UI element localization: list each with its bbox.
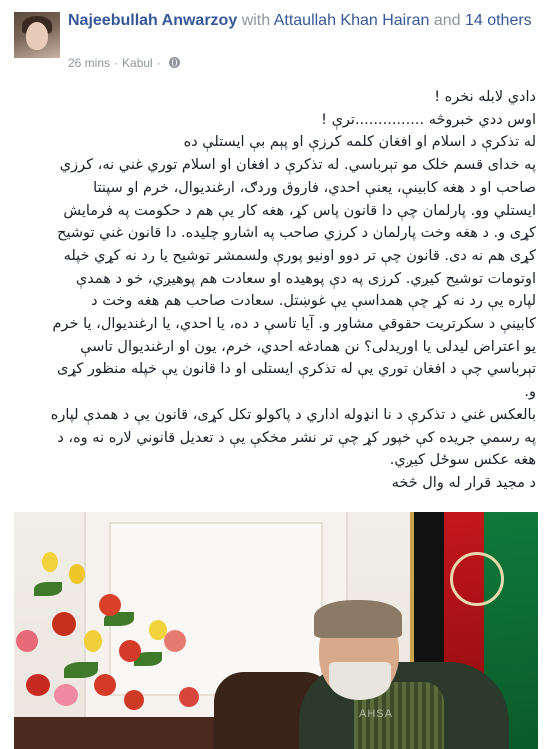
window-frame: [109, 522, 323, 696]
body-line: کابينې د سکرتريت حقوقي مشاور و. آيا تاسې د ده، يا احدي، يا ارغنديوال، يا خرم: [52, 316, 536, 333]
body-line: په رسمي جريده کې خپور کړ چې تر نشر مخکې يې د تعديل قانوني لاره نه وه، د: [57, 429, 536, 446]
flower-red: [119, 640, 141, 662]
body-line: اوس ددي خبروڅه ...............ترې !: [321, 111, 536, 128]
body-line: ايستلي وو. پارلمان چې دا قانون پاس کړ، هغه کار يې هم د حکومت په فرمايش: [63, 202, 536, 219]
author-avatar[interactable]: [14, 12, 60, 58]
location-link[interactable]: Kabul: [122, 56, 153, 70]
body-line: و.: [524, 384, 536, 401]
post-meta: [68, 56, 180, 70]
flag-emblem: [450, 552, 504, 606]
body-line: لپاره يې رد نه کړ چې همداسې يې غوښتل. سعادت صاحب هم هغه وخت د: [91, 293, 536, 310]
body-line: تېرباسي چې د افغان توري يې له تذکرې ايستلی او دا قانون يې خپله منظور کړی: [57, 361, 536, 378]
flower-red: [94, 674, 116, 696]
avatar-face: [26, 22, 48, 50]
author-name-link[interactable]: Najeebullah Anwarzoy: [68, 12, 238, 29]
body-line: صاحب او د هغه کابينې، يعنې احدي، فاروق وردګ، ارغنديوال، خرم او سپنتا: [93, 179, 536, 196]
flower-red: [124, 690, 144, 710]
flower-pink: [164, 630, 186, 652]
flower-yellow: [149, 620, 167, 640]
timestamp-link[interactable]: 26 mins: [68, 56, 111, 70]
body-line: هغه عکس سوځل کيږي.: [389, 452, 536, 469]
person-beard: [329, 662, 391, 700]
person-hat: [314, 600, 402, 638]
flower-yellow: [84, 630, 102, 652]
flower-red: [26, 674, 50, 696]
flower-red: [99, 594, 121, 616]
post-header: [68, 10, 538, 32]
body-line: دادي لابله نخره !: [434, 89, 536, 105]
body-line: د مجيد قرار له وال څخه: [391, 474, 536, 491]
post-photo[interactable]: [14, 512, 538, 749]
body-line: کړی و. د هغه وخت پارلمان د کرزي صاحب په اشارو چليده. دا قانون غني توشيح: [57, 225, 536, 242]
with-text: with: [241, 12, 271, 29]
flower-pink: [54, 684, 78, 706]
meta-separator: ·: [114, 56, 119, 70]
post-body: [14, 86, 536, 495]
flower-yellow: [42, 552, 58, 572]
body-line: بالعکس غني د تذکرې د نا انډوله اداري د پاکولو تکل کړی، قانون يې د همدې لپاره: [50, 406, 536, 423]
flower-red: [52, 612, 76, 636]
photo-watermark: AHSA: [359, 708, 393, 720]
body-line: په خداى قسم خلک مو تېرباسي. له تذکرې د افغان او اسلام توري غني نه، کرزي: [59, 157, 536, 174]
tagged-person-link[interactable]: Attaullah Khan Hairan: [273, 12, 430, 29]
body-line: يو اعتراض ليدلی يا اوريدلی؟ نن همادغه احدي، خرم، يون او ارغنديوال تاسې: [80, 338, 536, 355]
leaf: [34, 582, 62, 596]
flower-pink: [16, 630, 38, 652]
body-line: اوتومات توشيح کيږي. کرزی په دې پوهيده او سعادت هم پوهيږي، خو د همدې: [75, 270, 536, 287]
flower-yellow: [69, 564, 85, 584]
and-text: and: [433, 12, 461, 29]
globe-icon[interactable]: [169, 57, 180, 68]
others-link[interactable]: 14 others: [464, 12, 532, 29]
leaf: [64, 662, 98, 678]
flower-red: [179, 687, 199, 707]
body-line: له تذکرې د اسلام او افغان کلمه کرزې او پېم بې ايستلې ده: [183, 134, 536, 151]
meta-separator-2: ·: [156, 56, 161, 70]
body-line: کړی هم نه دی. قانون چې تر دوو اونيو پورې ولسمشر توشيح يا رد نه کړي خپله: [63, 247, 536, 264]
